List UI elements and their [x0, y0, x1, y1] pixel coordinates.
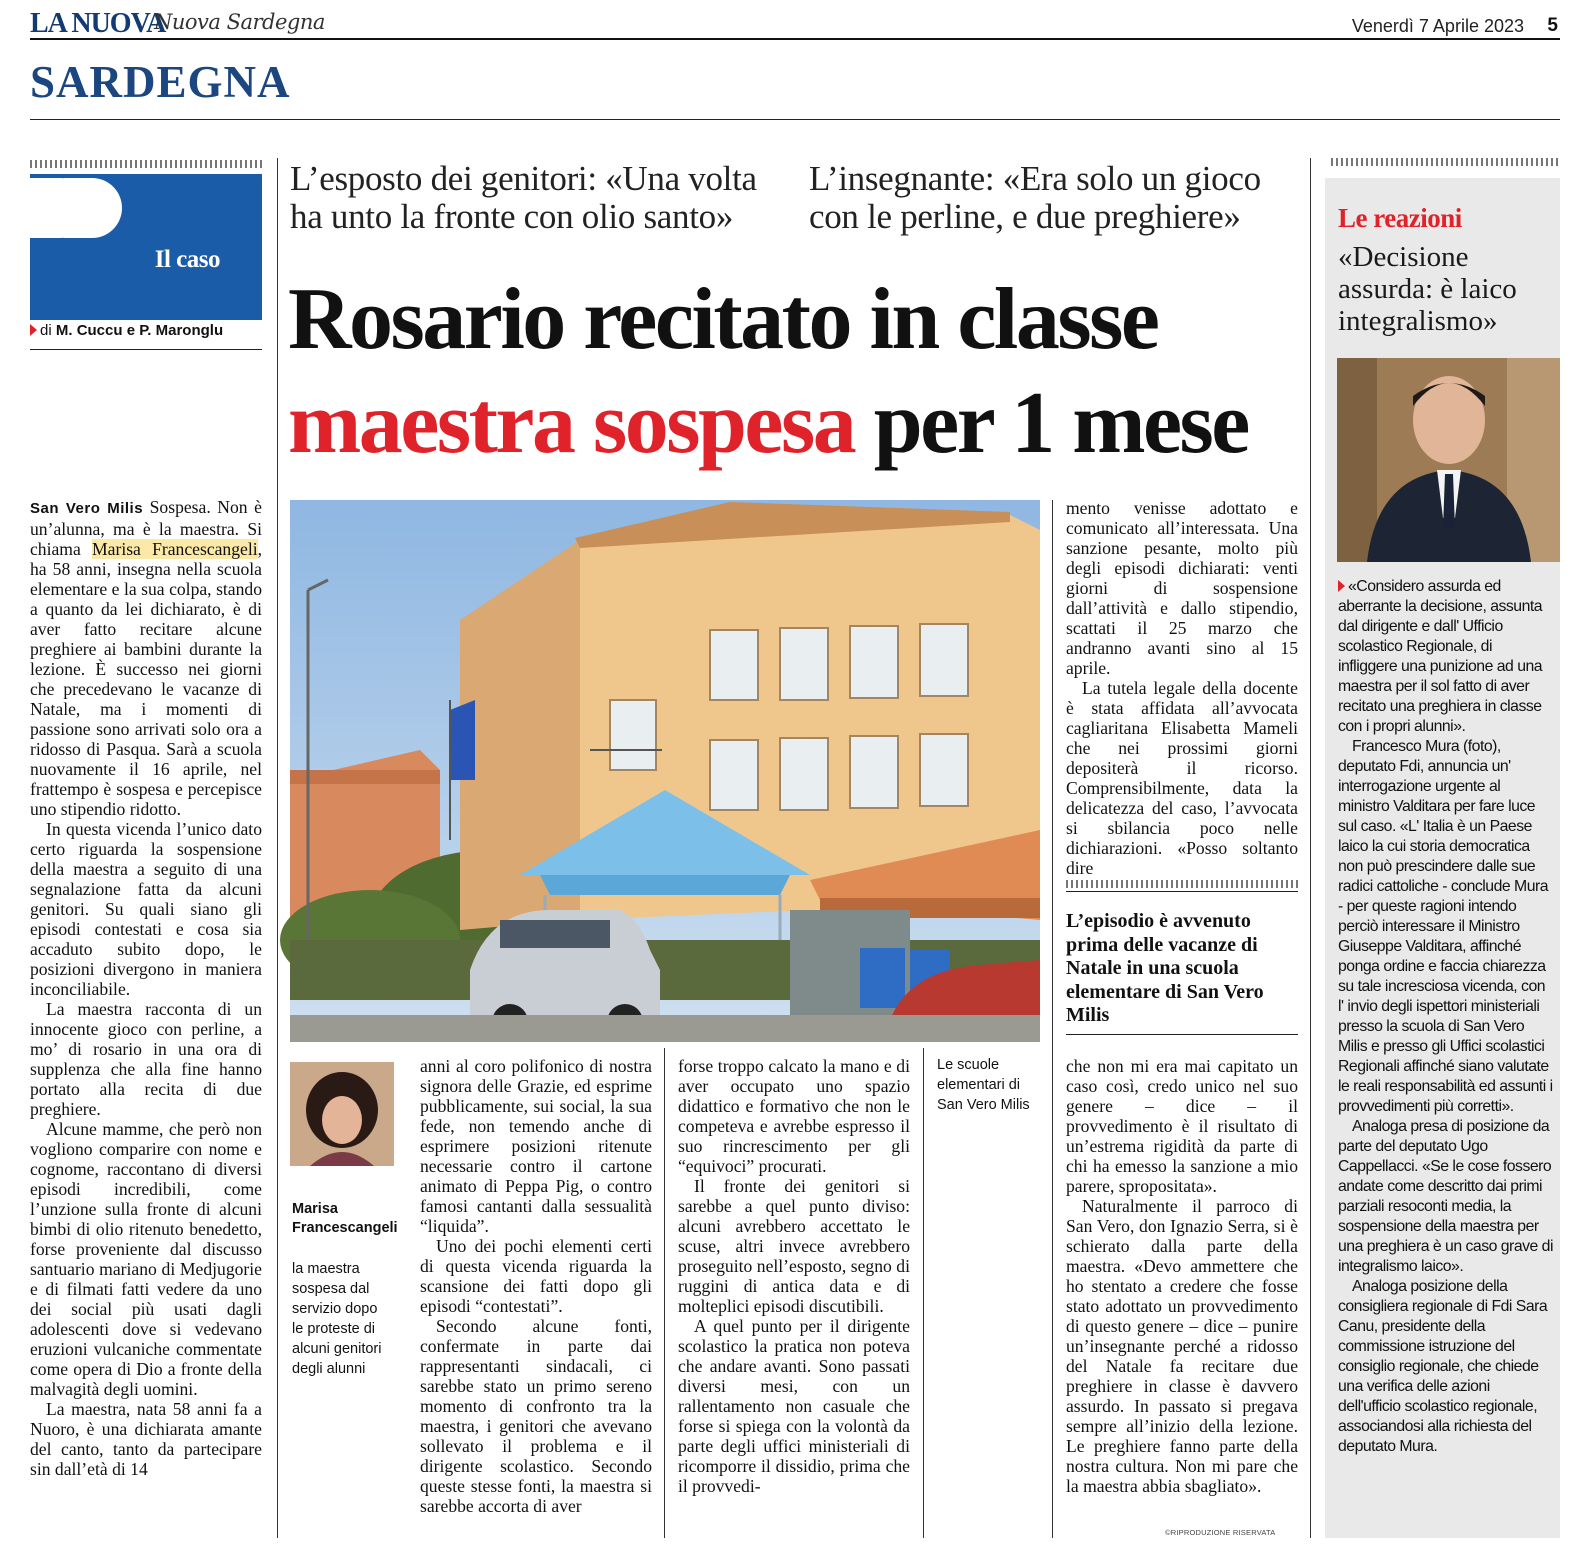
byline-prefix: di — [40, 322, 52, 339]
newspaper-logo-script: Nuova Sardegna — [154, 10, 325, 34]
subhead-rule-bottom — [1066, 1034, 1298, 1035]
byline — [30, 322, 262, 350]
headline-red: maestra sospesa — [288, 375, 855, 472]
il-caso-label: Il caso — [154, 246, 220, 273]
column-rule — [664, 1048, 665, 1538]
dateline: San Vero Milis — [30, 500, 144, 517]
sidebar-kicker: Le reazioni — [1338, 203, 1462, 233]
teacher-portrait — [290, 1062, 394, 1166]
red-triangle-icon — [30, 324, 37, 336]
page-number: 5 — [1547, 15, 1558, 36]
sidebar-title: «Decisione assurda: è laico integralismo» — [1338, 241, 1517, 337]
portrait-caption-name: Marisa Francescangeli — [292, 1201, 398, 1236]
headline-line2 — [288, 372, 1308, 476]
school-photo — [290, 500, 1040, 1042]
highlighted-name: Marisa Francescangeli — [92, 539, 258, 559]
photo-caption: Le scuole elementari di San Vero Milis — [937, 1057, 1030, 1113]
section-divider — [30, 119, 1560, 120]
article-column-1: San Vero Milis Sospesa. Non è un’alunna, ma è la maestra. Si chiama Marisa Francescangeli, ha 58 anni, insegna nella scuola elementare e la sua colpa, stando a quanto da lei dichiarato, è di aver fatto recitare alcune preghiere ai bambini durante la lezione. È successo nei giorni che precedevano le vacanze di Natale, ma i momenti di passione sono arrivati solo ora a ridosso di Pasqua. Sarà a scuola nuovamente il 16 aprile, nel frattempo è sospesa e percepisce uno stipendio ridotto. In questa vicenda l’unico dato certo riguarda la sospensione della maestra a seguito di una segnalazione fatta da alcuni genitori. Su quali siano gli episodi contestati e cosa sia accaduto subito dopo, le posizioni divergono in maniera inconciliabile. La maestra racconta di un innocente gioco con perline, a mo’ di rosario in una ora di supplenza che alla fine hanno portato alla recita di due preghiere. Alcune mamme, che però non vogliono comparire con nome e cognome, raccontano di diversi episodi incredibili, come l’unzione sulla fronte di alcuni bimbi di olio ritenuto benedetto, forse proveniente dal discusso santuario mariano di Medjugorie e di filmati fatti vedere da uno dei social più usati dagli adolescenti dove si vedevano eruzioni vulcaniche commentate come opera di Dio a fronte della malvagità degli uomini. La maestra, nata 58 anni fa a Nuoro, è una dichiarata amante del canto, tanto da partecipare sin dall’età di 14 — [30, 497, 262, 1479]
headline — [288, 268, 1308, 476]
issue-date: Venerdì 7 Aprile 2023 — [1351, 16, 1524, 36]
byline-authors: M. Cuccu e P. Maronglu — [55, 322, 224, 339]
teacher-portrait-image — [290, 1062, 394, 1166]
column-rule — [277, 158, 278, 1538]
subhead-rule — [1066, 891, 1298, 892]
newspaper-logo: LA NUOVA — [30, 8, 166, 39]
column-rule — [1052, 500, 1053, 1538]
tick-divider — [1331, 158, 1560, 166]
deck-right: L’insegnante: «Era solo un gioco con le perline, e due preghiere» — [809, 159, 1261, 236]
tick-divider — [1066, 880, 1298, 888]
tick-divider — [30, 160, 262, 168]
school-building-image — [290, 500, 1040, 1042]
red-triangle-icon — [1338, 580, 1345, 592]
sidebar-text: «Considero assurda ed aberrante la decisione, assunta dal dirigente e dall' Ufficio scolastico Regionale, di infliggere una punizione ad una maestra per il sol fatto di aver recitato una preghiera in classe con i propri alunni». Francesco Mura (foto), deputato Fdi, annuncia un' interrogazione urgente al ministro Valditara per fare luce sul caso. «L' Italia è un Paese laico la cui storia democratica non può prescindere dalle sue radici cattoliche - conclude Mura - per queste ragioni intendo perciò interessare il Ministro Giuseppe Valditara, affinché ponga ordine e faccia chiarezza su tale incresciosa vicenda, con l' invio degli ispettori ministeriali presso la scuola di San Vero Milis e presso gli Uffici scolastici Regionali affinché siano valutate le reali responsabilità ed assunti i provvedimenti più corretti». Analoga presa di posizione da parte del deputato Ugo Cappellacci. «Se le cose fossero andate come descritto dai primi parziali resoconti media, la sospensione della maestra per una preghiera è un caso grave di integralismo laico». Analoga posizione della consigliera regionale di Fdi Sara Canu, presidente della commissione istruzione del consiglio regionale, che chiede una verifica delle azioni dell'ufficio scolastico regionale, associandosi alla richiesta del deputato Mura. — [1338, 578, 1553, 1455]
deck-left: L’esposto dei genitori: «Una volta ha unto la fronte con olio santo» — [290, 159, 757, 236]
section-title: SARDEGNA — [30, 57, 291, 107]
column-rule — [923, 1048, 924, 1538]
article-column-4-top: mento venisse adottato e comunicato all’interessata. Una sanzione pesante, molto più degli episodi dichiarati: venti giorni di sospensione dall’attività e dallo stipendio, scattati il 25 marzo che andranno avanti sino al 15 aprile. La tutela legale della docente è stata affidata all’avvocata cagliaritana Elisabetta Mameli che nei prossimi giorni depositerà il ricorso. Comprensibilmente, data la delicatezza del caso, l’avvocata si sbilancia poco nelle dichiarazioni. «Posso soltanto dire — [1066, 498, 1298, 878]
masthead — [30, 6, 1560, 40]
deputy-photo — [1337, 358, 1560, 562]
deputy-photo-image — [1337, 358, 1560, 562]
il-caso-badge — [30, 174, 262, 320]
article-column-3: forse troppo calcato la mano e di aver occupato uno spazio didattico e formativo che non le competeva e avrebbe espresso il suo rincrescimento per gli “equivoci” procurati. Il fronte dei genitori si sarebbe a quel punto diviso: alcuni avrebbero accettato le scuse, altri invece avrebbero proseguito nell’esposto, segno di ruggini di antica data e di molteplici episodi discutibili. A quel punto per il dirigente scolastico la pratica non poteva che andare avanti. Sono passati diversi mesi, con un rallentamento non casuale che forse si spiega con la volontà da parte degli uffici ministeriali di ricomporre il dissidio, prima che il provvedi- — [678, 1056, 910, 1496]
article-column-2: anni al coro polifonico di nostra signora delle Grazie, ed esprime pubblicamente, sui social, la sua fede, non temendo anche di esprimere posizioni ritenute necessarie contro il cartone animato di Peppa Pig, o contro famosi cantanti dalla sessualità “liquida”. Uno dei pochi elementi certi di questa vicenda riguarda la scansione dei fatti dopo gli episodi “contestati”. Secondo alcune fonti, confermate in parte dai rappresentanti sindacali, ci sarebbe stato un primo sereno momento di confronto tra la maestra, i genitori che avevano sollevato il problema e il dirigente scolastico. Secondo queste stesse fonti, la maestra si sarebbe accorta di aver — [420, 1056, 652, 1516]
quote-mark-icon — [64, 178, 122, 238]
article-column-4-bottom: che non mi era mai capitato un caso così, credo unico nel suo genere – dice – il provvedimento è il risultato di un’estrema rigidità da parte di chi ha emesso la sanzione a mio parere, spropositata». Naturalmente il parroco di San Vero, don Ignazio Serra, si è schierato dalla parte della maestra. «Devo ammettere che ho stentato a credere che fosse stato adottato un provvedimento di questo genere – dice – punire un’insegnante perché a ridosso del Natale fa recitare due preghiere in classe è davvero assurdo. In passato si pregava sempre all’inizio della lezione. Le preghiere fanno parte della nostra cultura. Non mi pare che la maestra abbia sbagliato». — [1066, 1056, 1298, 1496]
portrait-caption-text: la maestra sospesa dal servizio dopo le proteste di alcuni genitori degli alunni — [292, 1261, 382, 1377]
column-rule — [1310, 158, 1311, 1538]
article-subhead: L’episodio è avvenuto prima delle vacanze di Natale in una scuola elementare di San Vero Milis — [1066, 910, 1264, 1026]
headline-line1: Rosario recitato in classe — [288, 271, 1158, 368]
headline-black: per 1 mese — [873, 375, 1248, 472]
copyright: ©RIPRODUZIONE RISERVATA — [1165, 1528, 1276, 1537]
